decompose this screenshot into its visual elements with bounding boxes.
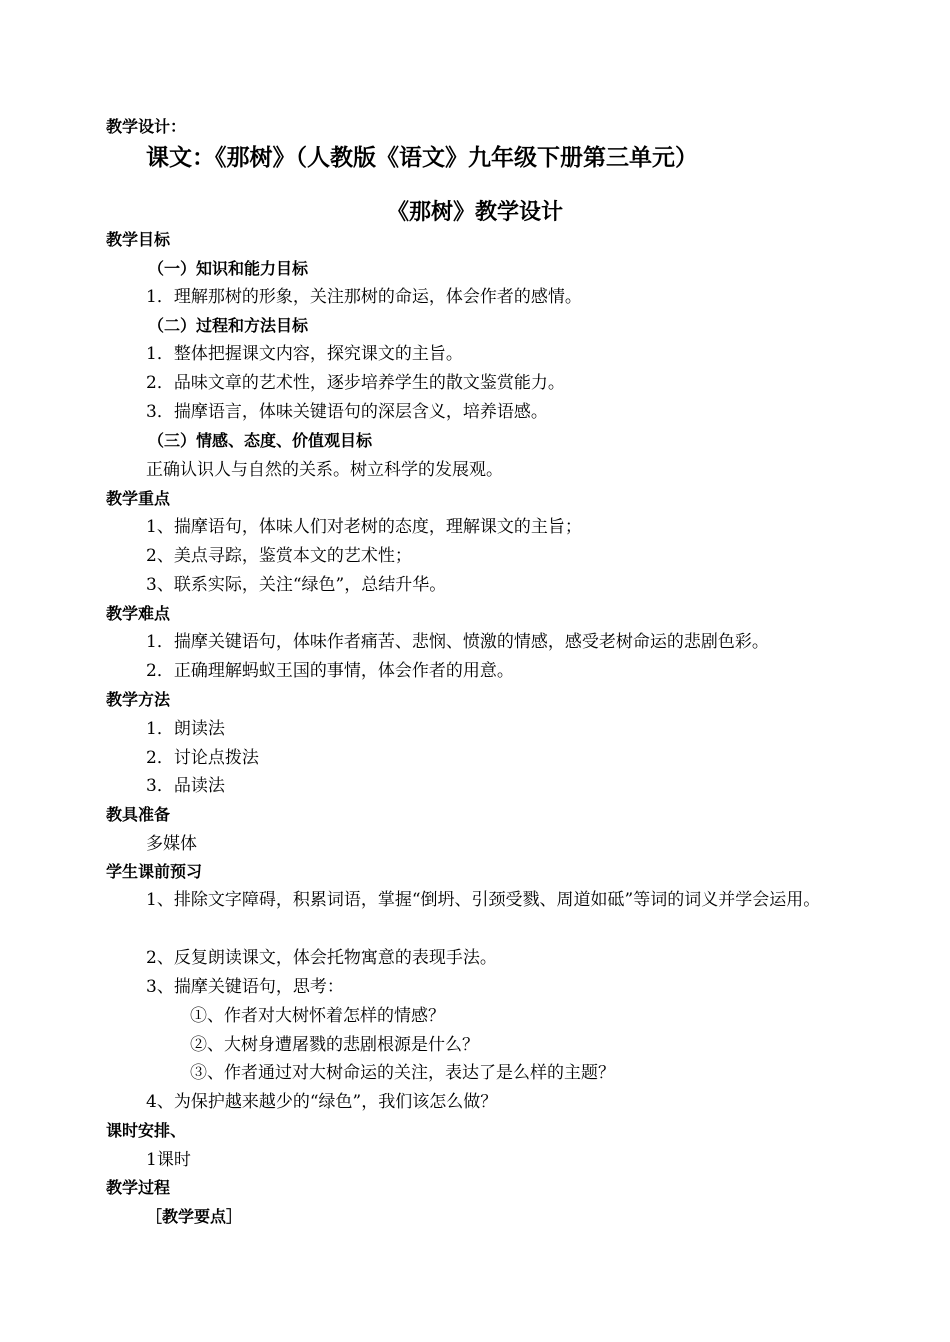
section-heading-difficulties: 教学难点 (106, 604, 171, 623)
document-title: 《那树》教学设计 (386, 200, 563, 225)
method-item: 1．朗读法 (146, 719, 225, 739)
tools-text: 多媒体 (146, 834, 197, 854)
difficulty-item: 1．揣摩关键语句，体味作者痛苦、悲悯、愤激的情感，感受老树命运的悲剧色彩。 (146, 632, 769, 652)
goal-item: 2．品味文章的艺术性，逐步培养学生的散文鉴赏能力。 (146, 373, 565, 393)
schedule-text: 1课时 (146, 1150, 191, 1170)
subheading-process: （二）过程和方法目标 (148, 316, 309, 335)
section-heading-process: 教学过程 (106, 1178, 171, 1197)
key-point-item: 3、联系实际，关注“绿色”，总结升华。 (146, 575, 447, 595)
goal-item: 1．理解那树的形象，关注那树的命运，体会作者的感情。 (146, 287, 582, 307)
subheading-values: （三）情感、态度、价值观目标 (148, 431, 373, 450)
section-heading-preview: 学生课前预习 (106, 862, 203, 881)
process-subheading: ［教学要点］ (146, 1207, 243, 1226)
goal-item: 1．整体把握课文内容，探究课文的主旨。 (146, 344, 463, 364)
section-heading-key-points: 教学重点 (106, 489, 171, 508)
section-heading-schedule: 课时安排、 (106, 1121, 187, 1140)
section-heading-tools: 教具准备 (106, 805, 171, 824)
preview-item: 3、揣摩关键语句，思考： (146, 977, 344, 997)
preview-item: 2、反复朗读课文，体会托物寓意的表现手法。 (146, 948, 497, 968)
preview-question: ③、作者通过对大树命运的关注，表达了是么样的主题？ (190, 1063, 615, 1083)
preview-question: ②、大树身遭屠戮的悲剧根源是什么？ (190, 1035, 479, 1055)
difficulty-item: 2．正确理解蚂蚁王国的事情，体会作者的用意。 (146, 661, 514, 681)
goal-text: 正确认识人与自然的关系。树立科学的发展观。 (146, 460, 503, 480)
method-item: 3．品读法 (146, 776, 225, 796)
key-point-item: 1、揣摩语句，体味人们对老树的态度，理解课文的主旨； (146, 517, 582, 537)
lesson-heading: 课文：《那树》（人教版《语文》九年级下册第三单元） (146, 145, 698, 171)
subheading-knowledge: （一）知识和能力目标 (148, 259, 309, 278)
method-item: 2．讨论点拨法 (146, 748, 259, 768)
preview-item: 1、排除文字障碍，积累词语，掌握“倒坍、引颈受戮、周道如砥”等词的词义并学会运用。 (146, 890, 821, 910)
preview-question: ①、作者对大树怀着怎样的情感？ (190, 1006, 445, 1026)
section-heading-methods: 教学方法 (106, 690, 171, 709)
goal-item: 3．揣摩语言，体味关键语句的深层含义，培养语感。 (146, 402, 548, 422)
intro-label: 教学设计： (106, 117, 187, 136)
preview-item: 4、为保护越来越少的“绿色”，我们该怎么做？ (146, 1092, 498, 1112)
section-heading-goals: 教学目标 (106, 230, 171, 249)
key-point-item: 2、美点寻踪，鉴赏本文的艺术性； (146, 546, 412, 566)
